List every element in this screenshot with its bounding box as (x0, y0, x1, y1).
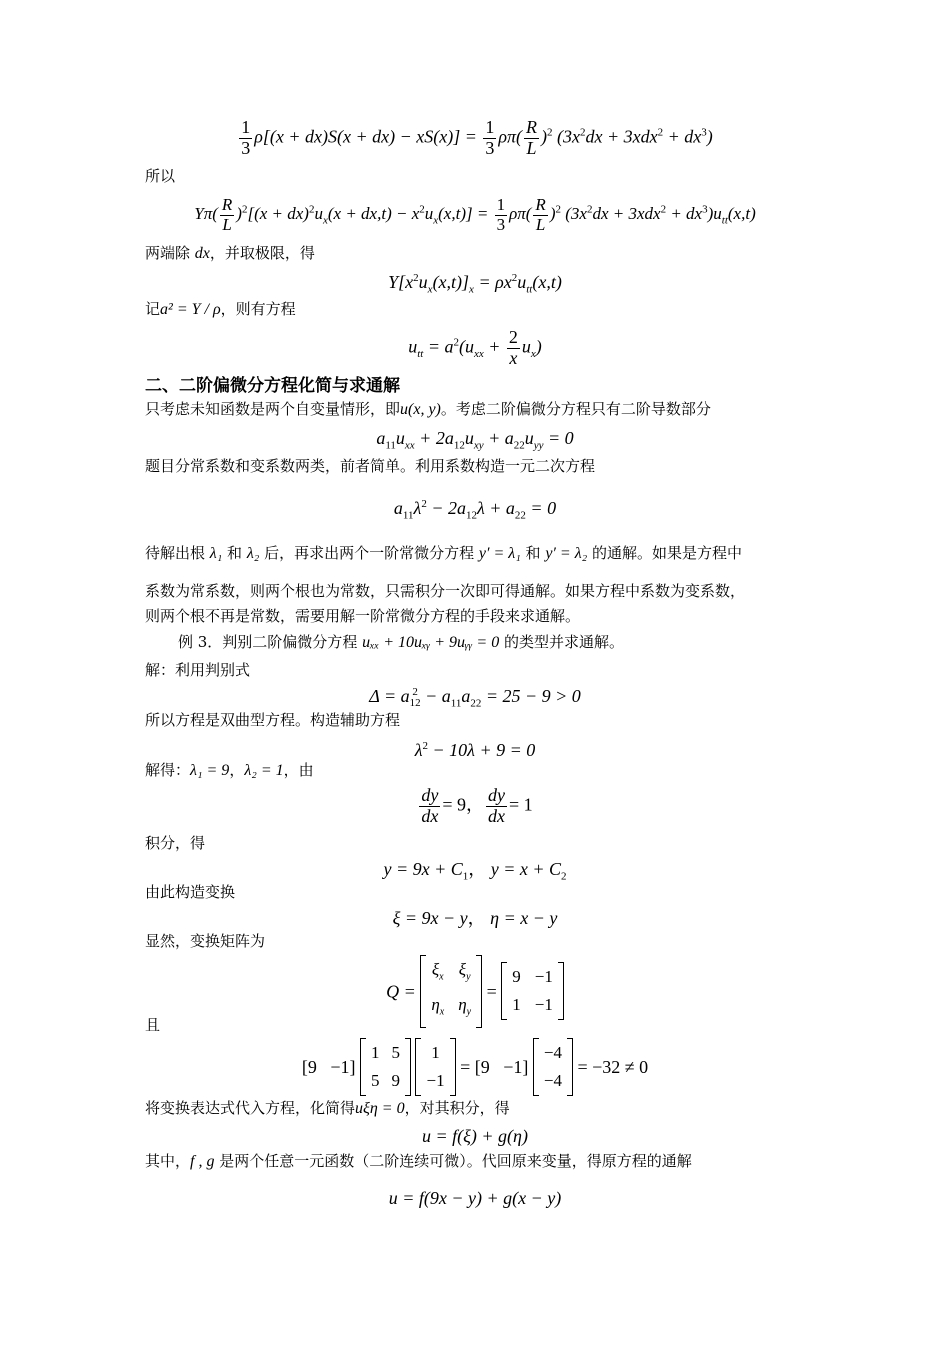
text-part: 。考虑二阶偏微分方程只有二阶导数部分 (440, 400, 711, 418)
equation-7: Δ = a 2 12 − $a_{11}a_{22} = 25 - 9 > 0$ (369, 685, 581, 710)
matrix-q: $\xi_x$ $\xi_y$ $\eta_x$ $\eta_y$ (420, 955, 482, 1028)
text-arbitrary-functions (145, 1151, 692, 1172)
equation-9: $\frac{dy}{dx}$ = 9， $\frac{dy}{dx}$ = 1 (421, 785, 533, 826)
text-part: 只考虑未知函数是两个自变量情形，即 (145, 400, 401, 418)
math-inline: dx (194, 245, 210, 262)
text-two-variables (145, 399, 711, 420)
equation-2: Yπ( $\frac{R}{L}$ )$^2[(x + dx)^2u_x(x + dx,t) - x^2u_x(x,t)]$ = $\frac{1}{3}$ ρπ( $\frac{R}{L}$ )$^2$ $(3x^2dx + 3xdx^2 + dx^3)u_{tt}(x,t)$ (194, 195, 756, 234)
math-inline: λ₁ = 9 (190, 762, 230, 779)
text-part: ，则有方程 (220, 300, 296, 318)
equation-1: $\frac{1}{3}$ ρ[(x + dx)S(x + dx) − xS(x)] = $\frac{1}{3}$ ρπ( $\frac{R}{L}$ )$^2$ $(3x^2dx + 3xdx^2 + dx^3)$ (241, 117, 713, 158)
text-coefficients: 题目分常系数和变系数两类，前者简单。利用系数构造一元二次方程 (145, 457, 596, 475)
math-inline: λ₂ (246, 545, 260, 562)
text-part: 的通解。如果是方程中 (587, 544, 742, 562)
matrix-values: 9 −1 1 −1 (501, 962, 564, 1020)
math-inline: y′ = λ₁ (478, 545, 521, 562)
equation-8: $\lambda^2 - 10\lambda + 9 = 0$ (414, 740, 536, 760)
text-hyperbolic: 所以方程是双曲型方程。构造辅助方程 (145, 711, 401, 729)
equation-4: $u_{tt} = a^2(u_{xx}$ + $\frac{2}{x}$ $u_x$) (408, 327, 542, 368)
text-part: 其中， (145, 1152, 191, 1170)
math-inline: λ₁ (209, 545, 223, 562)
section-heading: 二、二阶偏微分方程化简与求通解 (145, 376, 400, 396)
text-part: 例 3．判别二阶偏微分方程 (178, 633, 363, 651)
math-inline: uₓₓ + 10uₓᵧ + 9uᵧᵧ = 0 (362, 634, 500, 651)
text-construct-transform: 由此构造变换 (145, 883, 236, 901)
text-part: 两端除 (145, 244, 195, 262)
equation-10: $y = 9x + C_1$， $y = x + C_2$ (383, 859, 567, 883)
text-example-3 (178, 632, 624, 653)
math-inline: y′ = λ₂ (545, 545, 588, 562)
text-suoyi: 所以 (145, 167, 176, 185)
text-part: 是两个任意一元函数（二阶连续可微）。代回原来变量，得原方程的通解 (214, 1152, 692, 1170)
text-part: ，由 (283, 761, 314, 779)
math-inline: u(x, y) (400, 401, 441, 418)
text-constant-coefficients: 系数为常系数，则两个根也为常数，只需积分一次即可得通解。如果方程中系数为变系数， (145, 582, 746, 600)
text-part: 将变换表达式代入方程，化简得 (145, 1099, 356, 1117)
text-variable-coefficients: 则两个根不再是常数，需要用解一阶常微分方程的手段来求通解。 (145, 607, 581, 625)
text-integrate: 积分，得 (145, 834, 206, 852)
text-divide-dx (145, 243, 315, 264)
text-roots (145, 543, 742, 564)
equation-3: $Y[x^2u_x(x,t)]_x = \rho x^2u_{tt}(x,t)$ (388, 272, 562, 296)
equation-5: $a_{11}u_{xx} + 2a_{12}u_{xy} + a_{22}u_{yy} = 0$ (376, 428, 574, 452)
text-part: 解得： (145, 761, 191, 779)
equation-14: u = f(ξ) + g(η) (422, 1126, 528, 1146)
equation-13: [9 −1] 1 5 5 9 1 −1 = [9 −1] −4 −4 = −32 ≠ 0 (0, 1038, 950, 1096)
text-part: 记 (145, 300, 161, 318)
text-part: 和 (520, 544, 546, 562)
math-inline: λ₂ = 1 (244, 762, 284, 779)
text-part: ，对其积分，得 (404, 1099, 510, 1117)
text-part: 待解出根 (145, 544, 210, 562)
equation-6: $a_{11}\lambda^2 - 2a_{12}\lambda + a_{22} = 0$ (393, 498, 557, 522)
text-transform-matrix: 显然，变换矩阵为 (145, 932, 266, 950)
text-and: 且 (145, 1016, 161, 1034)
text-part: 后，再求出两个一阶常微分方程 (259, 544, 479, 562)
math-inline: uξη = 0 (355, 1100, 405, 1117)
text-part: 和 (222, 544, 247, 562)
equation-12: Q = $\xi_x$ $\xi_y$ $\eta_x$ $\eta_y$ = 9 −1 1 −1 (0, 955, 950, 1028)
equation-15: u = f(9x − y) + g(x − y) (388, 1188, 562, 1208)
math-inline: f , g (190, 1153, 215, 1170)
text-solution-discriminant: 解：利用判别式 (145, 661, 251, 679)
text-solve-roots (145, 760, 314, 781)
text-define-a (145, 299, 296, 320)
text-part: ， (229, 761, 245, 779)
math-inline: a² = Y / ρ (160, 301, 221, 318)
text-part: ，并取极限，得 (209, 244, 315, 262)
text-substitute (145, 1098, 510, 1119)
text-part: 的类型并求通解。 (499, 633, 624, 651)
equation-11: ξ = 9x − y， η = x − y (392, 908, 558, 928)
